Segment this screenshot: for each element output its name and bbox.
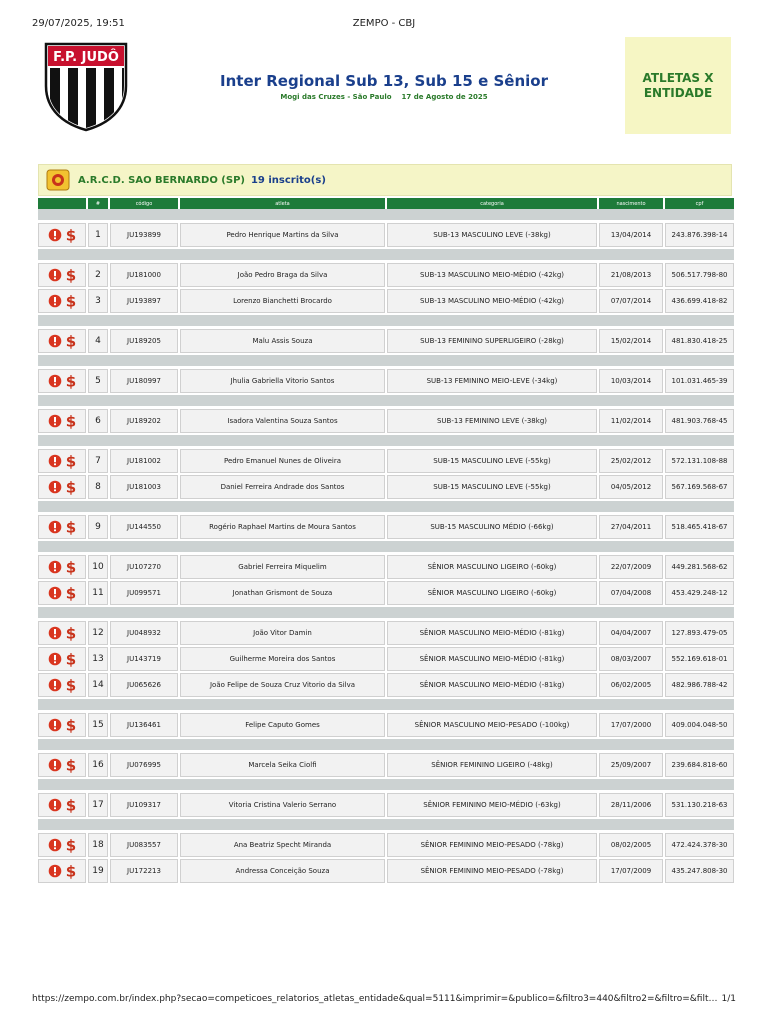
row-actions (38, 263, 86, 287)
athlete-birthdate: 08/02/2005 (599, 833, 663, 857)
athlete-name: Marcela Seika Ciolfi (180, 753, 385, 777)
row-actions (38, 833, 86, 857)
group-separator-bar (38, 699, 734, 711)
svg-text:$: $ (65, 585, 76, 601)
alert-icon[interactable] (48, 626, 62, 640)
athlete-cpf: 472.424.378-30 (665, 833, 734, 857)
group-separator-bar (38, 435, 734, 447)
group-separator-bar (38, 501, 734, 513)
table-row (38, 329, 734, 353)
print-footer (32, 994, 736, 1008)
alert-icon[interactable] (48, 586, 62, 600)
alert-icon[interactable] (48, 838, 62, 852)
athlete-cpf: 449.281.568-62 (665, 555, 734, 579)
athlete-number: 1 (88, 223, 108, 247)
athlete-category: SUB-15 MASCULINO MÉDIO (-66kg) (387, 515, 597, 539)
athlete-number: 17 (88, 793, 108, 817)
col-header-number: # (88, 198, 108, 209)
row-actions (38, 475, 86, 499)
athlete-birthdate: 28/11/2006 (599, 793, 663, 817)
athlete-birthdate: 07/04/2008 (599, 581, 663, 605)
alert-icon[interactable] (48, 228, 62, 242)
group-separator-bar (38, 739, 734, 751)
table-row (38, 555, 734, 579)
athlete-birthdate: 13/04/2014 (599, 223, 663, 247)
athlete-name: Rogério Raphael Martins de Moura Santos (180, 515, 385, 539)
alert-icon[interactable] (48, 758, 62, 772)
entity-bar (38, 164, 732, 196)
alert-icon[interactable] (48, 480, 62, 494)
athlete-code: JU189205 (110, 329, 178, 353)
group-separator-bar (38, 607, 734, 619)
group-separator-bar (38, 819, 734, 831)
dollar-icon[interactable] (65, 757, 77, 773)
group-separator-bar (38, 209, 734, 221)
table-row (38, 289, 734, 313)
print-header (32, 18, 736, 32)
athlete-birthdate: 04/05/2012 (599, 475, 663, 499)
print-page-number: 1/1 (721, 994, 736, 1004)
svg-text:$: $ (65, 837, 76, 853)
athlete-number: 5 (88, 369, 108, 393)
svg-text:$: $ (65, 333, 76, 349)
row-spacer (38, 883, 734, 885)
athlete-number: 2 (88, 263, 108, 287)
athlete-category: SÊNIOR MASCULINO MEIO-PESADO (-100kg) (387, 713, 597, 737)
athlete-name: Gabriel Ferreira Miquelim (180, 555, 385, 579)
athlete-number: 16 (88, 753, 108, 777)
svg-text:$: $ (65, 267, 76, 283)
athlete-cpf: 482.986.788-42 (665, 673, 734, 697)
athlete-number: 18 (88, 833, 108, 857)
athlete-code: JU065626 (110, 673, 178, 697)
athlete-category: SÊNIOR FEMININO LIGEIRO (-48kg) (387, 753, 597, 777)
table-row (38, 833, 734, 857)
svg-text:$: $ (65, 651, 76, 667)
athlete-name: Jhulia Gabriella Vitorio Santos (180, 369, 385, 393)
athlete-cpf: 243.876.398-14 (665, 223, 734, 247)
col-header-cpf: cpf (665, 198, 734, 209)
athlete-name: Malu Assis Souza (180, 329, 385, 353)
athlete-cpf: 239.684.818-60 (665, 753, 734, 777)
athlete-birthdate: 08/03/2007 (599, 647, 663, 671)
row-actions (38, 555, 86, 579)
athlete-category: SUB-13 MASCULINO MEIO-MÉDIO (-42kg) (387, 263, 597, 287)
svg-text:$: $ (65, 863, 76, 879)
badge-line-1: ATLETAS X (642, 70, 714, 85)
athlete-cpf: 506.517.798-80 (665, 263, 734, 287)
athlete-code: JU048932 (110, 621, 178, 645)
table-header-row (38, 198, 734, 209)
print-datetime: 29/07/2025, 19:51 (32, 18, 125, 29)
table-row (38, 581, 734, 605)
athlete-category: SUB-15 MASCULINO LEVE (-55kg) (387, 449, 597, 473)
athlete-cpf: 552.169.618-01 (665, 647, 734, 671)
athlete-code: JU099571 (110, 581, 178, 605)
row-actions (38, 329, 86, 353)
athlete-birthdate: 17/07/2000 (599, 713, 663, 737)
group-separator (38, 819, 734, 831)
athlete-cpf: 531.130.218-63 (665, 793, 734, 817)
svg-text:$: $ (65, 519, 76, 535)
dollar-icon[interactable] (65, 559, 77, 575)
col-header-category: categoria (387, 198, 597, 209)
row-actions (38, 449, 86, 473)
table-row (38, 263, 734, 287)
group-separator (38, 501, 734, 513)
athlete-cpf: 572.131.108-88 (665, 449, 734, 473)
alert-icon[interactable] (48, 268, 62, 282)
athlete-number: 7 (88, 449, 108, 473)
group-separator-bar (38, 249, 734, 261)
group-separator (38, 355, 734, 367)
dollar-icon[interactable] (65, 413, 77, 429)
athlete-code: JU083557 (110, 833, 178, 857)
athlete-name: Pedro Emanuel Nunes de Oliveira (180, 449, 385, 473)
dollar-icon[interactable] (65, 717, 77, 733)
svg-text:$: $ (65, 479, 76, 495)
dollar-icon[interactable] (65, 293, 77, 309)
entity-registrations-count: 19 inscrito(s) (250, 174, 326, 186)
athlete-cpf: 436.699.418-82 (665, 289, 734, 313)
row-actions (38, 289, 86, 313)
athlete-birthdate: 21/08/2013 (599, 263, 663, 287)
table-row (38, 223, 734, 247)
athlete-code: JU181003 (110, 475, 178, 499)
svg-text:$: $ (65, 757, 76, 773)
dollar-icon[interactable] (65, 677, 77, 693)
athlete-birthdate: 10/03/2014 (599, 369, 663, 393)
athlete-code: JU193897 (110, 289, 178, 313)
athlete-birthdate: 15/02/2014 (599, 329, 663, 353)
dollar-icon[interactable] (65, 585, 77, 601)
athlete-code: JU076995 (110, 753, 178, 777)
athlete-birthdate: 25/09/2007 (599, 753, 663, 777)
athlete-category: SÊNIOR MASCULINO MEIO-MÉDIO (-81kg) (387, 647, 597, 671)
svg-text:$: $ (65, 677, 76, 693)
athlete-code: JU109317 (110, 793, 178, 817)
group-separator (38, 541, 734, 553)
group-separator-bar (38, 355, 734, 367)
athlete-number: 19 (88, 859, 108, 883)
table-row (38, 515, 734, 539)
athlete-name: Lorenzo Bianchetti Brocardo (180, 289, 385, 313)
athlete-name: João Pedro Braga da Silva (180, 263, 385, 287)
group-separator (38, 779, 734, 791)
athlete-category: SÊNIOR MASCULINO LIGEIRO (-60kg) (387, 581, 597, 605)
athlete-number: 10 (88, 555, 108, 579)
dollar-icon[interactable] (65, 479, 77, 495)
athlete-cpf: 435.247.808-30 (665, 859, 734, 883)
athlete-number: 4 (88, 329, 108, 353)
dollar-icon[interactable] (65, 267, 77, 283)
athlete-category: SÊNIOR FEMININO MEIO-PESADO (-78kg) (387, 859, 597, 883)
event-details (150, 93, 618, 101)
athlete-code: JU172213 (110, 859, 178, 883)
svg-text:$: $ (65, 625, 76, 641)
print-url: https://zempo.com.br/index.php?secao=competicoes_relatorios_atletas_entidade&qual=5111&imprimir=&publico=&filtro3=440&filtro2=&filtro=&filt… (32, 994, 718, 1004)
alert-icon[interactable] (48, 560, 62, 574)
table-row (38, 753, 734, 777)
club-emblem-icon (46, 169, 70, 191)
col-header-athlete: atleta (180, 198, 385, 209)
table-row (38, 713, 734, 737)
col-header-birthdate: nascimento (599, 198, 663, 209)
athlete-birthdate: 27/04/2011 (599, 515, 663, 539)
group-separator (38, 395, 734, 407)
dollar-icon[interactable] (65, 651, 77, 667)
athlete-birthdate: 04/04/2007 (599, 621, 663, 645)
athlete-category: SÊNIOR FEMININO MEIO-MÉDIO (-63kg) (387, 793, 597, 817)
row-actions (38, 515, 86, 539)
athlete-name: Andressa Conceição Souza (180, 859, 385, 883)
group-separator (38, 315, 734, 327)
athlete-code: JU143719 (110, 647, 178, 671)
athlete-category: SUB-13 FEMININO SUPERLIGEIRO (-28kg) (387, 329, 597, 353)
table-row (38, 409, 734, 433)
svg-text:F.P. JUDÔ: F.P. JUDÔ (53, 50, 119, 65)
athlete-name: Daniel Ferreira Andrade dos Santos (180, 475, 385, 499)
athletes-table (36, 198, 736, 885)
alert-icon[interactable] (48, 520, 62, 534)
athlete-category: SÊNIOR MASCULINO MEIO-MÉDIO (-81kg) (387, 673, 597, 697)
athlete-code: JU144550 (110, 515, 178, 539)
athlete-birthdate: 11/02/2014 (599, 409, 663, 433)
dollar-icon[interactable] (65, 519, 77, 535)
athlete-category: SUB-13 FEMININO LEVE (-38kg) (387, 409, 597, 433)
dollar-icon[interactable] (65, 625, 77, 641)
athlete-code: JU136461 (110, 713, 178, 737)
athlete-birthdate: 06/02/2005 (599, 673, 663, 697)
alert-icon[interactable] (48, 454, 62, 468)
athlete-birthdate: 17/07/2009 (599, 859, 663, 883)
alert-icon[interactable] (48, 374, 62, 388)
col-header-actions (38, 198, 86, 209)
athlete-cpf: 481.830.418-25 (665, 329, 734, 353)
event-location: Mogi das Cruzes - São Paulo (280, 93, 392, 101)
athlete-code: JU193899 (110, 223, 178, 247)
athlete-birthdate: 22/07/2009 (599, 555, 663, 579)
athlete-number: 13 (88, 647, 108, 671)
athlete-category: SUB-13 MASCULINO LEVE (-38kg) (387, 223, 597, 247)
athlete-name: Jonathan Grismont de Souza (180, 581, 385, 605)
athlete-cpf: 518.465.418-67 (665, 515, 734, 539)
print-page-title: ZEMPO - CBJ (352, 18, 416, 29)
athlete-cpf: 453.429.248-12 (665, 581, 734, 605)
athlete-cpf: 127.893.479-05 (665, 621, 734, 645)
group-separator (38, 739, 734, 751)
athlete-number: 3 (88, 289, 108, 313)
athlete-cpf: 409.004.048-50 (665, 713, 734, 737)
group-separator-bar (38, 541, 734, 553)
alert-icon[interactable] (48, 334, 62, 348)
athlete-cpf: 481.903.768-45 (665, 409, 734, 433)
group-separator (38, 607, 734, 619)
group-separator (38, 209, 734, 221)
entity-name: A.R.C.D. SAO BERNARDO (SP) (78, 174, 245, 186)
athlete-birthdate: 07/07/2014 (599, 289, 663, 313)
dollar-icon[interactable] (65, 837, 77, 853)
athlete-code: JU180997 (110, 369, 178, 393)
athlete-cpf: 567.169.568-67 (665, 475, 734, 499)
event-date: 17 de Agosto de 2025 (401, 93, 488, 101)
row-actions (38, 859, 86, 883)
athlete-code: JU181002 (110, 449, 178, 473)
svg-text:$: $ (65, 559, 76, 575)
alert-icon[interactable] (48, 718, 62, 732)
group-separator-bar (38, 315, 734, 327)
svg-text:$: $ (65, 227, 76, 243)
athlete-name: Ana Beatriz Specht Miranda (180, 833, 385, 857)
athlete-number: 6 (88, 409, 108, 433)
alert-icon[interactable] (48, 652, 62, 666)
table-row (38, 793, 734, 817)
athlete-category: SUB-13 MASCULINO MEIO-MÉDIO (-42kg) (387, 289, 597, 313)
athlete-category: SÊNIOR FEMININO MEIO-PESADO (-78kg) (387, 833, 597, 857)
athlete-number: 11 (88, 581, 108, 605)
row-actions (38, 793, 86, 817)
athlete-code: JU181000 (110, 263, 178, 287)
table-row (38, 475, 734, 499)
dollar-icon[interactable] (65, 453, 77, 469)
table-row (38, 673, 734, 697)
group-separator-bar (38, 395, 734, 407)
athlete-category: SÊNIOR MASCULINO MEIO-MÉDIO (-81kg) (387, 621, 597, 645)
athlete-category: SUB-15 MASCULINO LEVE (-55kg) (387, 475, 597, 499)
athlete-number: 12 (88, 621, 108, 645)
svg-text:$: $ (65, 717, 76, 733)
group-separator-bar (38, 779, 734, 791)
athlete-number: 15 (88, 713, 108, 737)
athlete-name: Pedro Henrique Martins da Silva (180, 223, 385, 247)
athlete-category: SÊNIOR MASCULINO LIGEIRO (-60kg) (387, 555, 597, 579)
athlete-name: João Vitor Damin (180, 621, 385, 645)
table-row (38, 369, 734, 393)
col-header-code: código (110, 198, 178, 209)
athlete-name: Isadora Valentina Souza Santos (180, 409, 385, 433)
dollar-icon[interactable] (65, 333, 77, 349)
alert-icon[interactable] (48, 798, 62, 812)
dollar-icon[interactable] (65, 863, 77, 879)
svg-text:$: $ (65, 413, 76, 429)
athlete-category: SUB-13 FEMININO MEIO-LEVE (-34kg) (387, 369, 597, 393)
row-actions (38, 369, 86, 393)
row-actions (38, 753, 86, 777)
row-actions (38, 621, 86, 645)
svg-text:$: $ (65, 293, 76, 309)
event-header (150, 72, 618, 101)
event-name: Inter Regional Sub 13, Sub 15 e Sênior (220, 72, 548, 90)
alert-icon[interactable] (48, 864, 62, 878)
report-type-badge (625, 37, 731, 134)
svg-text:$: $ (65, 797, 76, 813)
row-actions (38, 647, 86, 671)
athlete-birthdate: 25/02/2012 (599, 449, 663, 473)
row-actions (38, 409, 86, 433)
table-row (38, 859, 734, 883)
table-row (38, 621, 734, 645)
alert-icon[interactable] (48, 294, 62, 308)
badge-line-2: ENTIDADE (643, 85, 713, 100)
alert-icon[interactable] (48, 678, 62, 692)
row-actions (38, 713, 86, 737)
athlete-number: 9 (88, 515, 108, 539)
athlete-code: JU189202 (110, 409, 178, 433)
group-separator (38, 249, 734, 261)
athlete-number: 8 (88, 475, 108, 499)
table-row (38, 449, 734, 473)
row-actions (38, 581, 86, 605)
svg-text:$: $ (65, 453, 76, 469)
athletes-table-body (38, 209, 734, 885)
athlete-name: Vitoria Cristina Valerio Serrano (180, 793, 385, 817)
dollar-icon[interactable] (65, 227, 77, 243)
group-separator (38, 699, 734, 711)
athlete-cpf: 101.031.465-39 (665, 369, 734, 393)
athlete-number: 14 (88, 673, 108, 697)
alert-icon[interactable] (48, 414, 62, 428)
row-actions (38, 673, 86, 697)
federation-logo (42, 40, 130, 132)
athlete-name: João Felipe de Souza Cruz Vitorio da Silva (180, 673, 385, 697)
athlete-code: JU107270 (110, 555, 178, 579)
table-row (38, 647, 734, 671)
group-separator (38, 435, 734, 447)
dollar-icon[interactable] (65, 797, 77, 813)
athlete-name: Felipe Caputo Gomes (180, 713, 385, 737)
athlete-name: Guilherme Moreira dos Santos (180, 647, 385, 671)
row-actions (38, 223, 86, 247)
dollar-icon[interactable] (65, 373, 77, 389)
svg-text:$: $ (65, 373, 76, 389)
